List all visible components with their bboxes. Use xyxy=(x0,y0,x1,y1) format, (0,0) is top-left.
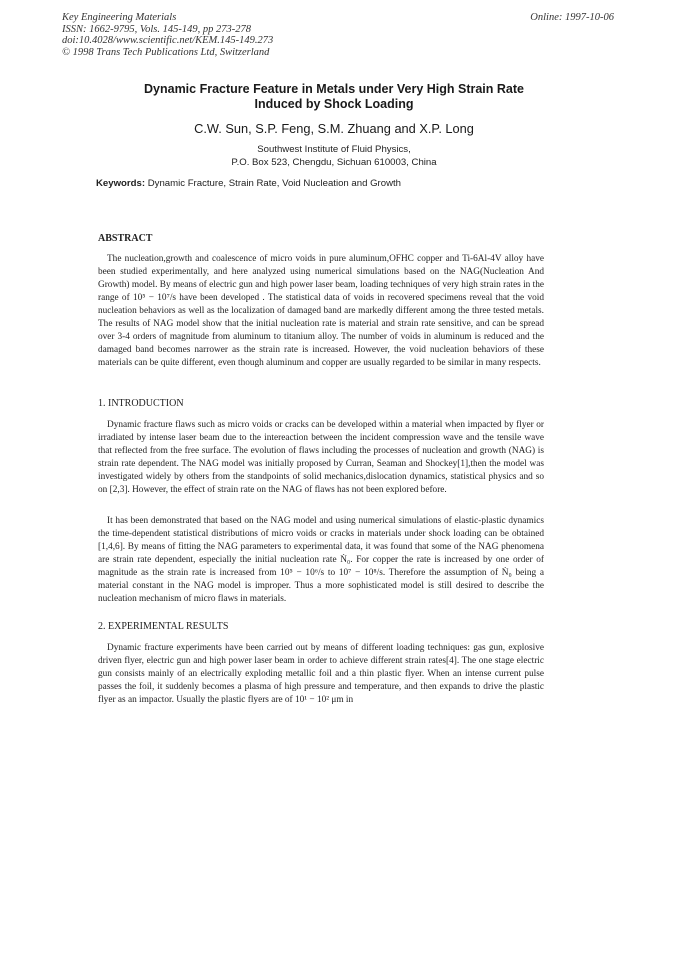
abstract-paragraph: The nucleation,growth and coalescence of micro voids in pure aluminum,OFHC copper and Ti-6Al-4V alloy have been studied experimentally, and here analyzed using numerical simulations based on the NAG(Nucleation And Growth) model. By means of electric gun and high power laser beam, loading techniques of very high strain rates in the range of 10⁵ − 10⁷/s have been developed . The statistical data of voids in recovered specimens reveal that the void nucleation behaviors as well as the localization of damaged band are markedly different among the three tested metals. The results of NAG model show that the initial nucleation rate is material and strain rate sensitive, and can be spread over 3-4 orders of magnitude from aluminum to titanium alloy. The number of voids in aluminum is reduced and the damaged band becomes narrower as the strain rate is increased. However, the void nucleation behaviors of these materials can be quite different, even though aluminum and copper are usually regarded to be similar in many respects. xyxy=(98,254,544,368)
journal-header xyxy=(62,12,273,58)
authors: C.W. Sun, S.P. Feng, S.M. Zhuang and X.P. Long xyxy=(194,121,474,136)
keywords-text: Dynamic Fracture, Strain Rate, Void Nucleation and Growth xyxy=(147,178,402,189)
doi-line: doi:10.4028/www.scientific.net/KEM.145-149.273 xyxy=(62,35,274,47)
abstract-heading: ABSTRACT xyxy=(98,233,153,244)
journal-name: Key Engineering Materials xyxy=(62,12,177,23)
title-line-2: Induced by Shock Loading xyxy=(254,97,414,111)
introduction-paragraph-1: Dynamic fracture flaws such as micro voids or cracks can be developed within a material when impacted by flyer or irradiated by intense laser beam due to the intereaction between the incident compression wave and the tensile wave that reflected from the free surface. The evolution of flaws including the processes of nucleation and growth (NAG) is strain rate dependent. The NAG model was initially proposed by Curran, Seaman and Shockey[1],then the model was investigated widely by others from the standpoints of solid mechanics,dislocation dynamics, statistical physics and so on [2,3]. However, the effect of strain rate on the NAG of flaws has not been explored before. xyxy=(98,420,544,495)
paper-title xyxy=(60,82,608,112)
keywords-label: Keywords: xyxy=(96,178,146,189)
issn-line: ISSN: 1662-9795, Vols. 145-149, pp 273-278 xyxy=(62,23,251,35)
affiliation-line-1: Southwest Institute of Fluid Physics, xyxy=(257,144,411,155)
affiliation-line-2: P.O. Box 523, Chengdu, Sichuan 610003, China xyxy=(231,156,437,168)
copyright-line: © 1998 Trans Tech Publications Ltd, Switzerland xyxy=(62,46,270,58)
online-date: Online: 1997-10-06 xyxy=(530,12,614,23)
affiliation xyxy=(60,144,608,169)
experimental-paragraph: Dynamic fracture experiments have been carried out by means of different loading techniques: gas gun, explosive driven flyer, electric gun and high power laser beam in order to achieve different strain rates[4]. The one stage electric gun consists mainly of an electrically exploding metallic foil and a thin plastic flyer. When an intense current pulse passes the foil, it suddenly becomes a plasma of high pressure and temperature, and then expands to drive the plastic flyer as an impactor. Usually the plastic flyers are of 10¹ − 10² μm in xyxy=(98,643,544,705)
keywords xyxy=(96,178,401,189)
experimental-heading: 2. EXPERIMENTAL RESULTS xyxy=(98,621,229,632)
title-line-1: Dynamic Fracture Feature in Metals under Very High Strain Rate xyxy=(144,82,524,96)
introduction-paragraph-2: It has been demonstrated that based on the NAG model and using numerical simulations of elastic-plastic dynamics the time-dependent statistical distributions of micro voids or cracks in materials under shock loading can be obtained [1,4,6]. By means of fitting the NAG parameters to experimental data, it was found that some of the NAG phenomena are strain rate dependent, especially the initial nucleation rate Ṅ₀. For copper the rate is increased by one order of magnitude as the strain rate is increased from 10⁵ − 10⁶/s to 10⁷ − 10⁸/s. Therefore the assumption of Ṅ₀ being a material constant in the NAG model is improper. Thus a more sophisticated model is still desired to describe the nucleation mechanism of micro flaws in materials. xyxy=(98,516,544,604)
introduction-heading: 1. INTRODUCTION xyxy=(98,398,184,409)
